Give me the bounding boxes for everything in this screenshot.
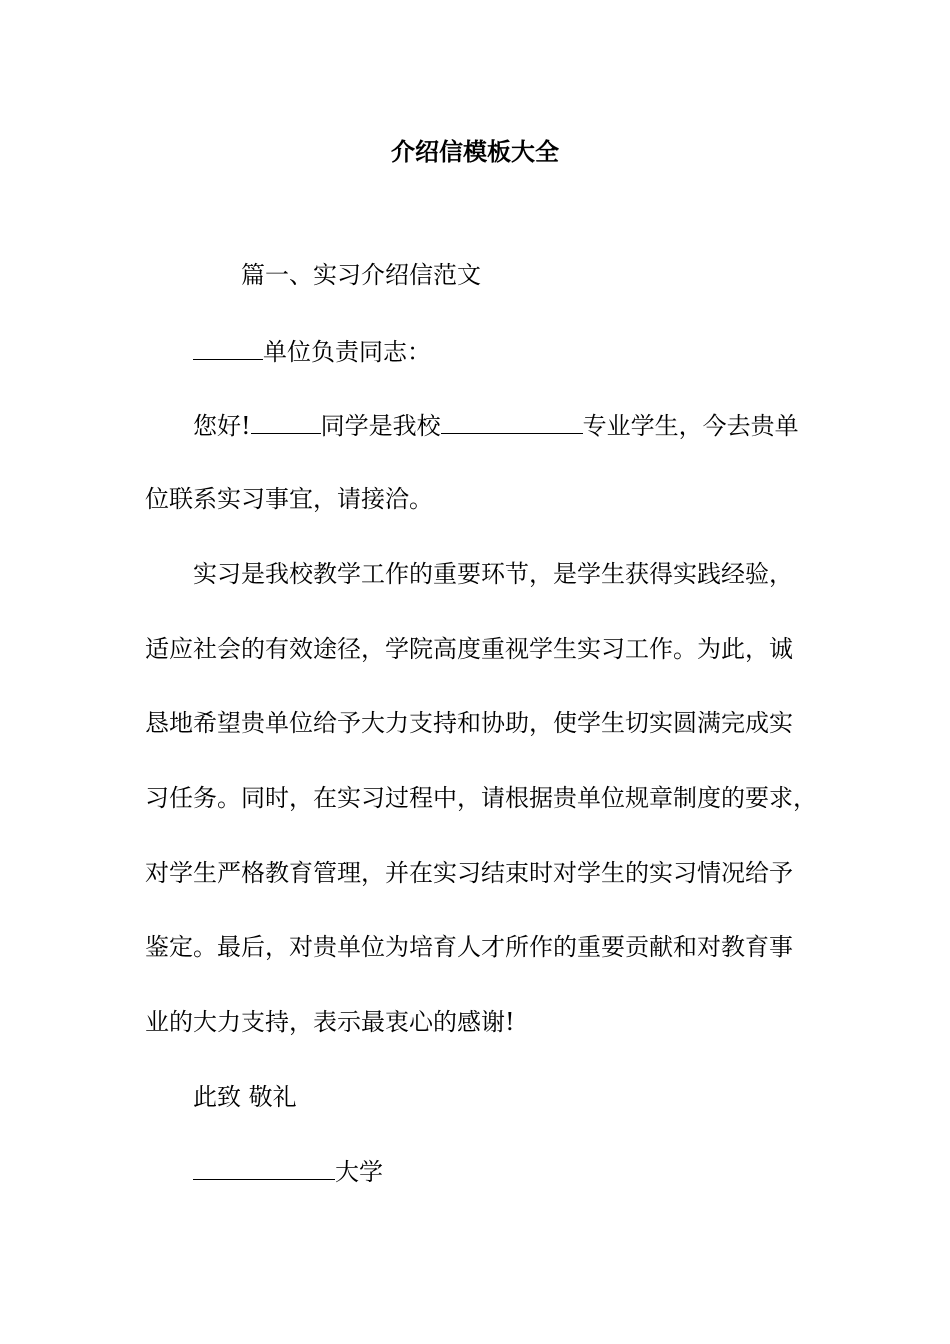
paragraph-2-line-5: 对学生严格教育管理，并在实习结束时对学生的实习情况给予 <box>145 859 793 887</box>
document-title: 介绍信模板大全 <box>391 138 559 166</box>
major-blank <box>441 407 583 434</box>
salutation-line <box>145 333 883 370</box>
section-heading: 篇一、实习介绍信范文 <box>241 261 481 289</box>
signature-text: 大学 <box>335 1158 383 1186</box>
paragraph-1-line-2: 位联系实习事宜，请接洽。 <box>145 485 433 513</box>
paragraph-2-line-7: 业的大力支持，表示最衷心的感谢! <box>145 1008 515 1036</box>
paragraph-1-mid: 同学是我校 <box>320 412 441 440</box>
signature-line <box>145 1153 883 1190</box>
university-name-blank <box>193 1153 335 1180</box>
paragraph-2-line-3: 恳地希望贵单位给予大力支持和协助，使学生切实圆满完成实 <box>145 709 793 737</box>
paragraph-2-line-4: 习任务。同时，在实习过程中，请根据贵单位规章制度的要求， <box>145 784 817 812</box>
paragraph-1-line-1 <box>145 407 883 444</box>
paragraph-1-end: 专业学生，今去贵单 <box>582 412 799 440</box>
paragraph-2-line-6: 鉴定。最后，对贵单位为培育人才所作的重要贡献和对教育事 <box>145 933 793 961</box>
student-name-blank <box>251 407 321 434</box>
greeting-text: 您好! <box>193 412 251 440</box>
salutation-text: 单位负责同志： <box>263 338 431 366</box>
paragraph-2-line-2: 适应社会的有效途径，学院高度重视学生实习工作。为此，诚 <box>145 635 793 663</box>
recipient-unit-blank <box>193 333 263 360</box>
paragraph-2-line-1: 实习是我校教学工作的重要环节，是学生获得实践经验， <box>193 560 793 588</box>
closing-line: 此致 敬礼 <box>193 1083 297 1111</box>
